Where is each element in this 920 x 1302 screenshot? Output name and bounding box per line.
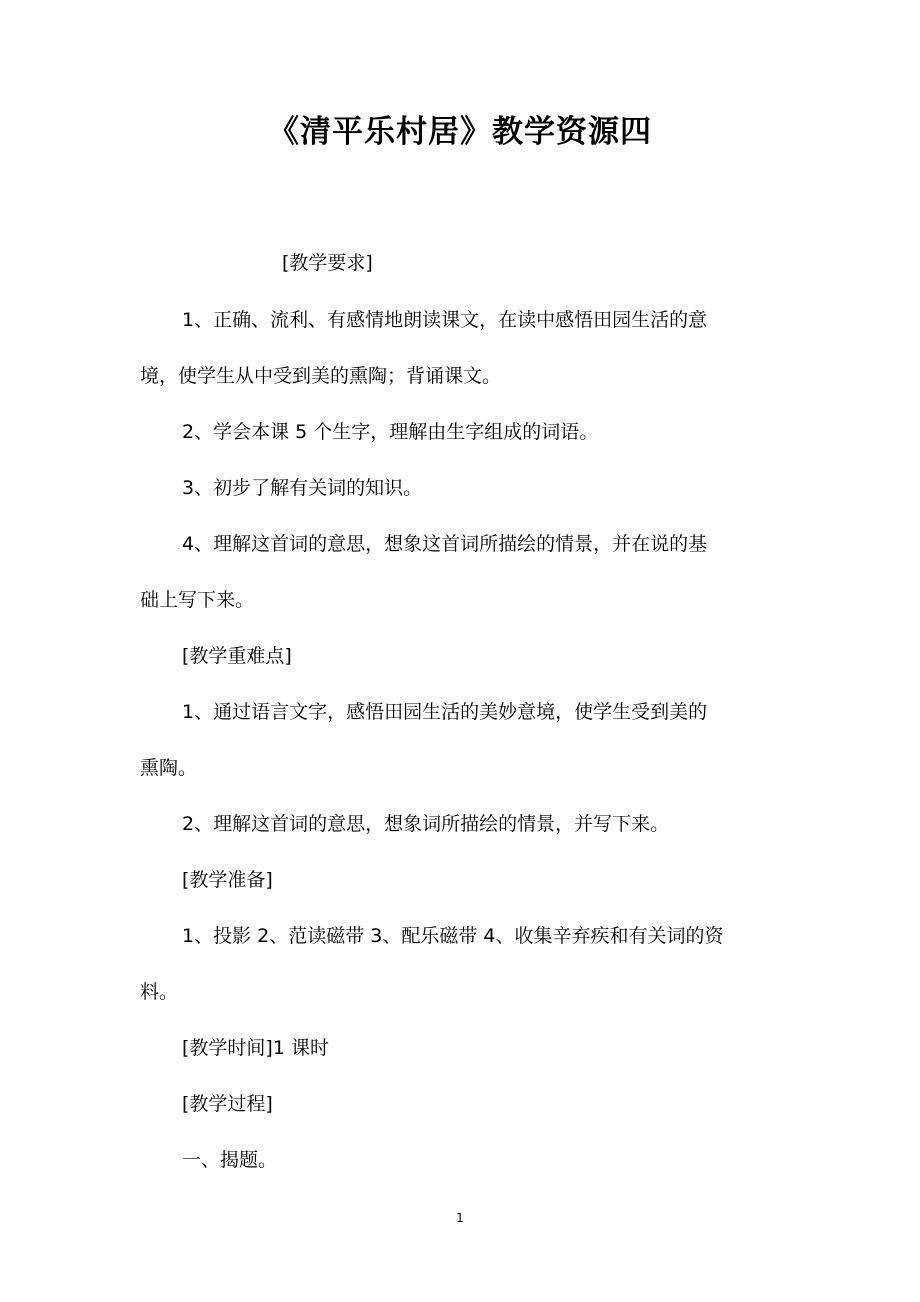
teaching-time: [教学时间]1 课时 [182, 1037, 329, 1059]
preparation-1-line-1: 1、投影 2、范读磁带 3、配乐磁带 4、收集辛弃疾和有关词的资 [182, 925, 724, 947]
key-point-2: 2、理解这首词的意思，想象词所描绘的情景，并写下来。 [182, 813, 670, 835]
process-heading: [教学过程] [182, 1093, 273, 1115]
requirement-4-line-2: 础上写下来。 [140, 589, 255, 611]
requirement-1-line-2: 境，使学生从中受到美的熏陶；背诵课文。 [140, 365, 502, 387]
preparation-1-line-2: 料。 [140, 981, 179, 1003]
requirement-3: 3、初步了解有关词的知识。 [182, 477, 423, 499]
requirements-heading: [教学要求] [282, 252, 373, 274]
requirement-4-line-1: 4、理解这首词的意思，想象这首词所描绘的情景，并在说的基 [182, 533, 708, 555]
page-number: 1 [456, 1211, 464, 1225]
requirement-2: 2、学会本课 5 个生字，理解由生字组成的词语。 [182, 421, 599, 443]
key-point-1-line-2: 熏陶。 [140, 757, 198, 779]
key-point-1-line-1: 1、通过语言文字，感悟田园生活的美妙意境，使学生受到美的 [182, 701, 708, 723]
requirement-1-line-1: 1、正确、流利、有感情地朗读课文，在读中感悟田园生活的意 [182, 309, 708, 331]
key-points-heading: [教学重难点] [182, 645, 292, 667]
preparation-heading: [教学准备] [182, 869, 273, 891]
document-title: 《清平乐村居》教学资源四 [268, 114, 652, 150]
process-step-1: 一、揭题。 [182, 1149, 278, 1171]
